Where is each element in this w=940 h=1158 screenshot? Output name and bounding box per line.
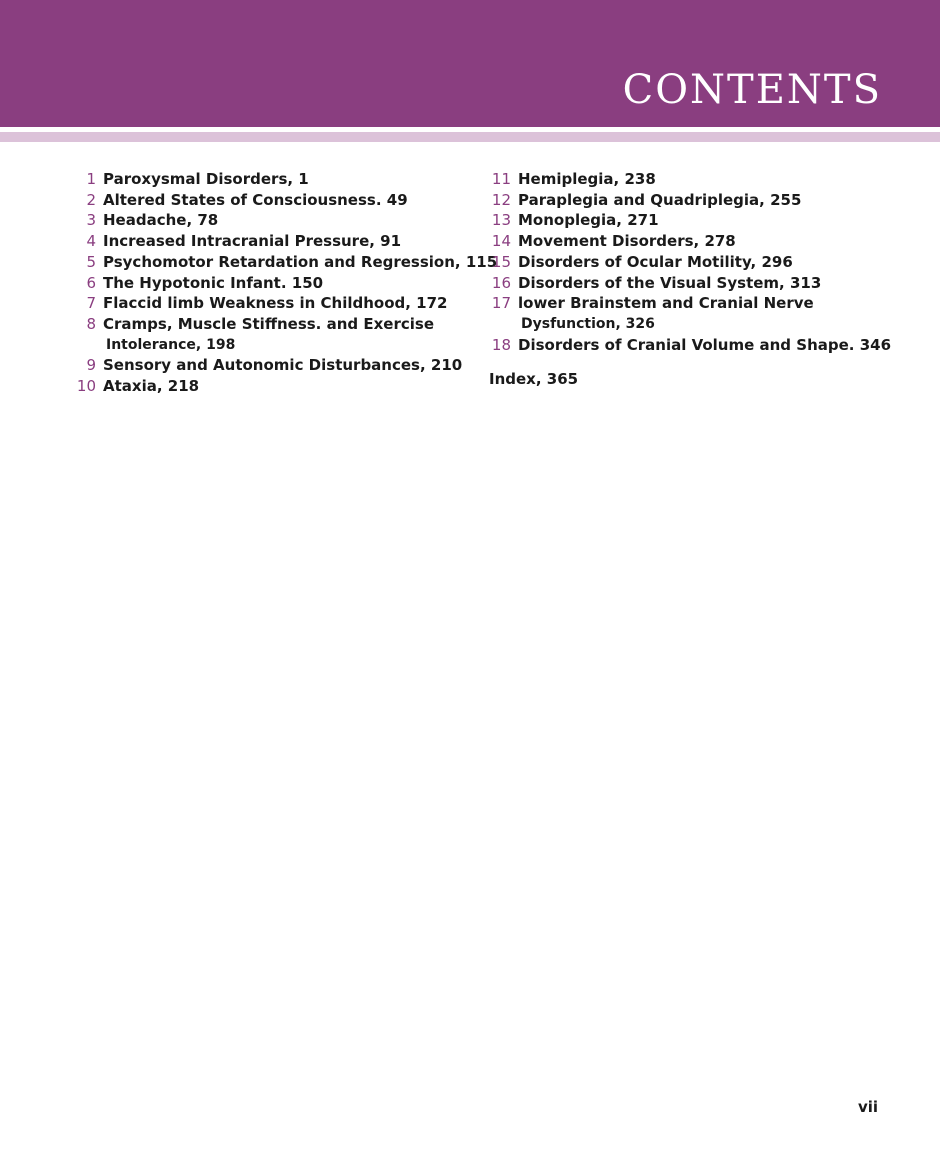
toc-entry[interactable] <box>72 210 472 231</box>
chapter-title: Monoplegia, 271 <box>518 211 659 230</box>
chapter-number: 8 <box>86 314 96 333</box>
chapter-title-continuation: Dysfunction, 326 <box>521 315 655 332</box>
chapter-title: Flaccid limb Weakness in Childhood, 172 <box>103 294 448 313</box>
chapter-title: Headache, 78 <box>103 211 219 230</box>
toc-entry[interactable] <box>72 376 472 397</box>
chapter-number: 12 <box>491 190 511 209</box>
chapter-number: 17 <box>491 294 511 313</box>
chapter-number: 13 <box>491 211 511 230</box>
chapter-title-line: Cramps, Muscle Stiffness. and Exercise <box>103 314 434 333</box>
chapter-title: Sensory and Autonomic Disturbances, 210 <box>103 356 463 375</box>
chapter-number: 2 <box>86 190 96 209</box>
toc-column-left <box>72 169 498 397</box>
toc-entry[interactable] <box>487 273 887 294</box>
chapter-title: Disorders of Ocular Motility, 296 <box>518 252 793 271</box>
chapter-title <box>103 314 434 355</box>
toc-entry[interactable] <box>72 252 498 273</box>
toc-entry[interactable] <box>72 231 472 252</box>
chapter-title <box>518 293 814 334</box>
toc-entry[interactable] <box>72 293 472 314</box>
toc-entry[interactable] <box>72 314 472 355</box>
chapter-title: Ataxia, 218 <box>103 377 200 396</box>
chapter-number: 9 <box>86 356 96 375</box>
chapter-title: Disorders of the Visual System, 313 <box>518 273 822 292</box>
chapter-number: 16 <box>491 273 511 292</box>
chapter-title: Disorders of Cranial Volume and Shape. 346 <box>518 335 892 354</box>
chapter-number: 18 <box>491 335 511 354</box>
toc-entry[interactable] <box>487 169 887 190</box>
chapter-number: 11 <box>491 170 511 188</box>
chapter-title: Hemiplegia, 238 <box>518 170 656 188</box>
toc-entry[interactable] <box>72 355 472 376</box>
toc-entry[interactable] <box>72 169 472 190</box>
chapter-title-continuation: Intolerance, 198 <box>106 336 236 353</box>
chapter-title: Movement Disorders, 278 <box>518 232 736 251</box>
toc-entry[interactable] <box>72 190 472 211</box>
toc-entry[interactable] <box>487 293 887 334</box>
chapter-number: 4 <box>86 232 96 251</box>
chapter-number: 1 <box>86 170 96 188</box>
chapter-title-line: lower Brainstem and Cranial Nerve <box>518 294 814 313</box>
chapter-number: 7 <box>86 294 96 313</box>
chapter-title: Increased Intracranial Pressure, 91 <box>103 232 402 251</box>
toc-entry[interactable] <box>487 252 887 273</box>
chapter-title: Altered States of Consciousness. 49 <box>103 190 408 209</box>
chapter-title: Paraplegia and Quadriplegia, 255 <box>518 190 802 209</box>
page-number: vii <box>857 1098 878 1116</box>
toc-entry[interactable] <box>487 231 887 252</box>
chapter-title: The Hypotonic Infant. 150 <box>103 273 324 292</box>
chapter-number: 14 <box>491 232 511 251</box>
toc-entry[interactable] <box>72 273 472 294</box>
chapter-title: Psychomotor Retardation and Regression, 115 <box>103 252 498 271</box>
chapter-number: 5 <box>86 252 96 271</box>
chapter-number: 6 <box>86 273 96 292</box>
page-title: CONTENTS <box>622 67 882 113</box>
chapter-title: Paroxysmal Disorders, 1 <box>103 170 309 188</box>
toc-entry[interactable] <box>487 210 887 231</box>
chapter-number: 3 <box>86 211 96 230</box>
toc-entry[interactable] <box>487 335 892 356</box>
toc-index-entry[interactable]: Index, 365 <box>489 370 579 389</box>
toc-column-right <box>487 169 892 389</box>
header-rule <box>0 132 940 142</box>
chapter-number: 15 <box>491 252 511 271</box>
toc-entry[interactable] <box>487 190 887 211</box>
chapter-number: 10 <box>76 377 96 396</box>
